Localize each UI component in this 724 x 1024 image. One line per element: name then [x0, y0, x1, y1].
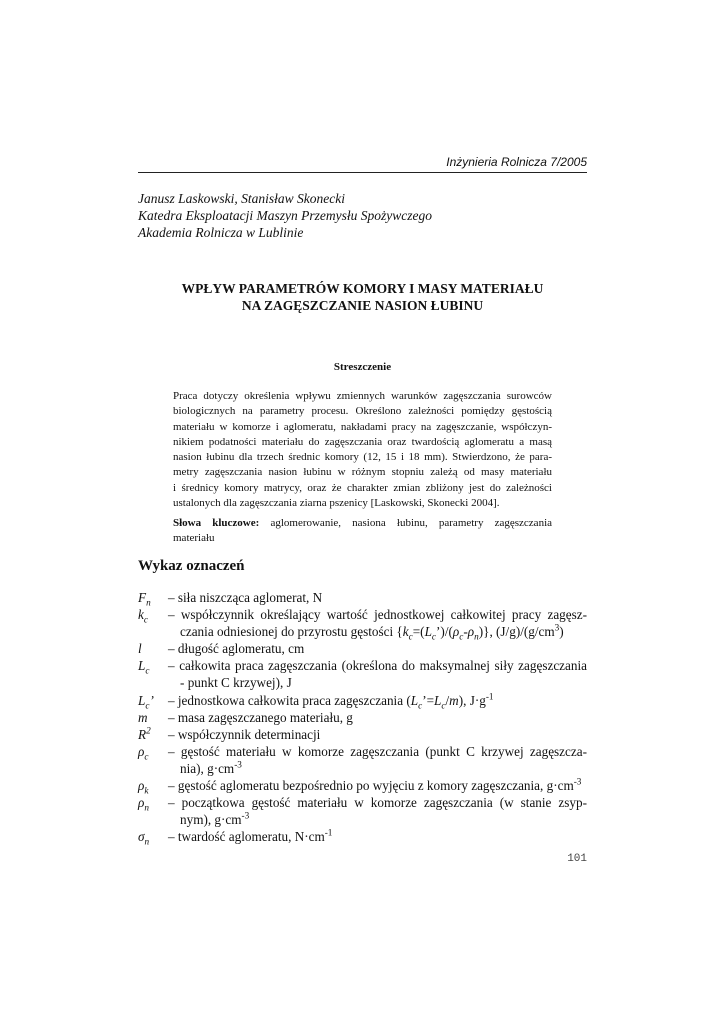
keywords-line: materiału — [173, 532, 215, 545]
notation-desc: – całkowita praca zagęszczania (określona do maksymalnej siły zagęszczania — [168, 658, 587, 674]
author-institution: Akademia Rolnicza w Lublinie — [138, 225, 304, 240]
notation-symbol: $k_c$ — [138, 607, 148, 625]
notation-item — [138, 692, 587, 709]
notation-symbol: $\rho_c$ — [138, 743, 149, 762]
abstract-line: materiału w komorze i aglomeratu, nakładami pracy na zagęszczanie, współczyn- — [173, 420, 552, 433]
notation-list — [138, 589, 587, 845]
title-line-1: WPŁYW PARAMETRÓW KOMORY I MASY MATERIAŁU — [181, 281, 544, 296]
keywords-text: aglomerowanie, nasiona łubinu, parametry zagęszczania — [270, 517, 553, 529]
notation-item — [138, 709, 587, 726]
abstract-line: Praca dotyczy określenia wpływu zmiennych warunków zagęszczania surowców — [173, 390, 552, 402]
title-line-2: NA ZAGĘSZCZANIE NASION ŁUBINU — [241, 298, 484, 313]
notation-desc: – twardość aglomeratu, $N\cdot cm^{-1}$ — [168, 827, 333, 845]
abstract-line: nasion łubinu dla trzech średnic komory (12, 15 i 18 mm). Stwierdzono, że para- — [173, 451, 552, 464]
notation-desc: – początkowa gęstość materiału w komorze zagęszczania (w stanie zsyp- — [168, 795, 587, 811]
notation-item — [138, 777, 587, 794]
abstract-line: biologicznych na parametry procesu. Określono zależności pomiędzy gęstością — [173, 405, 552, 418]
keywords-label: Słowa kluczowe: — [173, 517, 260, 529]
notation-desc-cont: czania odniesionej do przyrostu gęstości $\{k_c=(L_c’)/(\rho_c-\rho_n)\}$, $(J/g)/(g/cm^3)$ — [180, 622, 564, 642]
notation-desc-cont: nym), $g\cdot cm^{-3}$ — [180, 810, 250, 828]
notation-desc: – długość aglomeratu, cm — [168, 641, 305, 657]
notation-symbol: l — [138, 641, 142, 657]
notation-symbol: m — [138, 709, 148, 725]
header-rule — [138, 172, 587, 173]
page-number: 101 — [567, 853, 587, 865]
notation-desc: – gęstość materiału w komorze zagęszczania (punkt C krzywej zagęszcza- — [168, 743, 587, 759]
notation-symbol: $\rho_n$ — [138, 795, 149, 813]
author-block — [138, 190, 432, 241]
notation-heading: Wykaz oznaczeń — [138, 558, 245, 574]
notation-symbol: $L_c$’ — [138, 692, 154, 711]
notation-symbol: $L_c$ — [138, 658, 150, 677]
notation-symbol: $\sigma_n$ — [138, 829, 150, 847]
notation-desc: – masa zagęszczanego materiału, g — [168, 709, 353, 725]
notation-item — [138, 657, 587, 691]
notation-item — [138, 794, 587, 828]
notation-desc-cont: - punkt C krzywej), J — [180, 675, 292, 691]
notation-symbol: $\rho_k$ — [138, 778, 149, 796]
notation-desc: – współczynnik determinacji — [168, 726, 321, 742]
abstract-body — [173, 389, 552, 511]
abstract-line: nikiem podatności materiału do zagęszczania oraz twardością aglomeratu a masą — [173, 435, 552, 448]
abstract-line: ustalonych dla zagęszczania ziarna pszenicy [Laskowski, Skonecki 2004]. — [173, 497, 500, 510]
notation-item — [138, 606, 587, 640]
notation-item — [138, 640, 587, 657]
notation-symbol: $R^2$ — [138, 725, 151, 742]
notation-item — [138, 589, 587, 606]
author-names: Janusz Laskowski, Stanisław Skonecki — [138, 191, 345, 206]
journal-header: Inżynieria Rolnicza 7/2005 — [446, 155, 587, 169]
author-department: Katedra Eksploatacji Maszyn Przemysłu Spożywczego — [138, 208, 432, 223]
notation-desc: – współczynnik określający wartość jednostkowej całkowitej pracy zagęsz- — [168, 607, 587, 623]
notation-item — [138, 828, 587, 845]
notation-item — [138, 726, 587, 743]
keywords-line — [173, 516, 552, 531]
notation-desc: – siła niszcząca aglomerat, N — [168, 590, 323, 605]
notation-item — [138, 743, 587, 777]
abstract-heading: Streszczenie — [333, 361, 392, 373]
abstract-line: i średnicy komory matrycy, oraz że charakter zmian zbliżony jest do zależności — [173, 481, 552, 494]
notation-symbol: $F_n$ — [138, 590, 151, 608]
paper-title — [138, 280, 587, 314]
notation-desc: – jednostkowa całkowita praca zagęszczania $(L_c’=L_c/m)$, $J\cdot g^{-1}$ — [168, 691, 494, 711]
notation-desc-cont: nia), $g\cdot cm^{-3}$ — [180, 759, 242, 776]
keywords-block — [173, 516, 552, 547]
notation-desc: – gęstość aglomeratu bezpośrednio po wyjęciu z komory zagęszczania, $g\cdot cm^{-3}$ — [168, 776, 582, 794]
abstract-line: metry zagęszczania nasion łubinu w różnym stopniu zależą od masy materiału — [173, 466, 552, 479]
